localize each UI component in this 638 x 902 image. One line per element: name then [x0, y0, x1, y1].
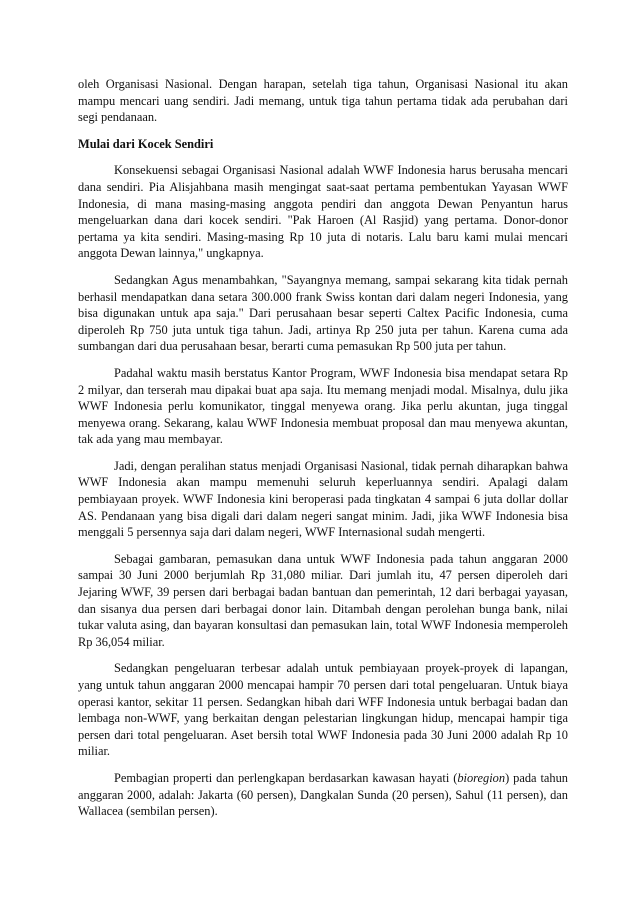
- paragraph: Sedangkan Agus menambahkan, "Sayangnya memang, sampai sekarang kita tidak pernah berhasil mendapatkan dana setara 300.000 frank Swiss kontan dari dalam negeri Indonesia, yang bisa digunakan untuk apa saja." Dari perusahaan besar seperti Caltex Pacific Indonesia, cuma diperoleh Rp 750 juta untuk tiga tahun. Jadi, artinya Rp 250 juta per tahun. Karena cuma ada sumbangan dari dua perusahaan besar, berarti cuma pemasukan Rp 500 juta per tahun.: [78, 272, 568, 354]
- section-heading: Mulai dari Kocek Sendiri: [78, 136, 214, 151]
- intro-paragraph: oleh Organisasi Nasional. Dengan harapan, setelah tiga tahun, Organisasi Nasional itu akan mampu mencari uang sendiri. Jadi memang, untuk tiga tahun pertama tidak ada perubahan dari segi pendanaan.: [78, 77, 568, 125]
- last-paragraph-text-after: ) pada tahun anggaran 2000, adalah: Jakarta (60 persen), Dangkalan Sunda (20 persen), Sahul (11 persen), dan Wallacea (sembilan persen).: [78, 770, 568, 819]
- bioregion-term: bioregion: [457, 770, 506, 785]
- paragraph: Sedangkan pengeluaran terbesar adalah untuk pembiayaan proyek-proyek di lapangan, yang untuk tahun anggaran 2000 mencapai hampir 70 persen dari total pengeluaran. Untuk biaya operasi kantor, sekitar 11 persen. Sedangkan hibah dari WFF Indonesia untuk berbagai badan dan lembaga non-WWF, yang berkaitan dengan pelestarian lingkungan hidup, mencapai hampir tiga persen dari total pengeluaran. Aset bersih total WWF Indonesia pada 30 Juni 2000 adalah Rp 10 miliar.: [78, 661, 568, 759]
- last-paragraph-text-before: Pembagian properti dan perlengkapan berdasarkan kawasan hayati (: [114, 770, 458, 785]
- paragraph: Konsekuensi sebagai Organisasi Nasional adalah WWF Indonesia harus berusaha mencari dana sendiri. Pia Alisjahbana masih mengingat saat-saat pertama pembentukan Yayasan WWF Indonesia, di mana masing-masing anggota pendiri dan anggota Dewan Penyantun harus mengeluarkan dana dari kocek sendiri. "Pak Haroen (Al Rasjid) yang pertama. Donor-donor pertama ya kita sendiri. Masing-masing Rp 10 juta di notaris. Lalu baru kami mulai mencari anggota Dewan lainnya," ungkapnya.: [78, 163, 568, 261]
- paragraph: Jadi, dengan peralihan status menjadi Organisasi Nasional, tidak pernah diharapkan bahwa WWF Indonesia akan mampu memenuhi seluruh keperluannya sendiri. Apalagi dalam pembiayaan proyek. WWF Indonesia kini beroperasi pada tingkatan 4 sampai 6 juta dollar dollar AS. Pendanaan yang bisa digali dari dalam negeri sangat minim. Jadi, jika WWF Indonesia bisa menggali 5 persennya saja dari dalam negeri, WWF Internasional sudah mengerti.: [78, 458, 568, 540]
- paragraph: Sebagai gambaran, pemasukan dana untuk WWF Indonesia pada tahun anggaran 2000 sampai 30 Juni 2000 berjumlah Rp 31,080 miliar. Dari jumlah itu, 47 persen diperoleh dari Jejaring WWF, 39 persen dari berbagai badan bantuan dan pemerintah, 12 dari berbagai yayasan, dan sisanya dua persen dari berbagai donor lain. Ditambah dengan perolehan bunga bank, nilai tukar valuta asing, dan bayaran konsultasi dan pemasukan lain, total WWF Indonesia memperoleh Rp 36,054 miliar.: [78, 551, 568, 649]
- document-page: [78, 76, 568, 830]
- paragraph: Padahal waktu masih berstatus Kantor Program, WWF Indonesia bisa mendapat setara Rp 2 milyar, dan terserah mau dipakai buat apa saja. Itu memang menjadi modal. Misalnya, dulu jika WWF Indonesia perlu komunikator, tinggal menyewa orang. Jika perlu akuntan, juga tinggal menyewa orang. Sekarang, kalau WWF Indonesia membuat proposal dan mau menyewa akuntan, tak ada yang mau membayar.: [78, 365, 568, 447]
- last-paragraph: [78, 770, 568, 820]
